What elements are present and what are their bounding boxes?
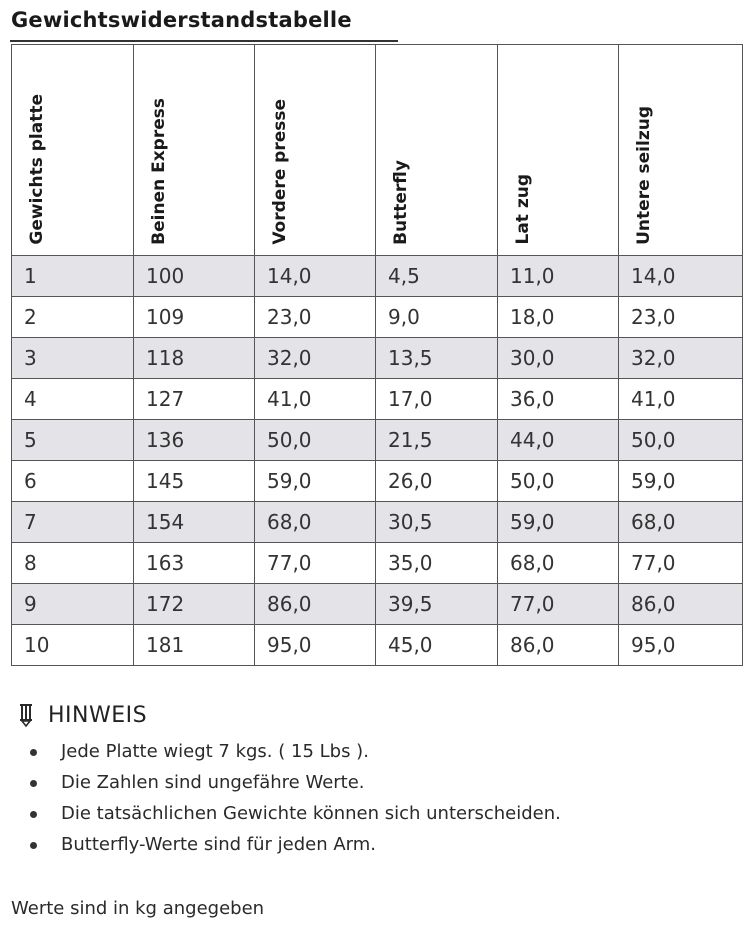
table-cell: 68,0 (498, 543, 619, 584)
table-cell: 172 (134, 584, 255, 625)
list-item (18, 798, 561, 829)
header-cell-low-cable (619, 45, 743, 256)
header-cell-weight-plate (12, 45, 134, 256)
table-cell: 17,0 (376, 379, 498, 420)
list-item (18, 767, 561, 798)
table-cell: 30,5 (376, 502, 498, 543)
table-cell: 59,0 (619, 461, 743, 502)
note-pin-icon (18, 703, 34, 727)
table-cell: 10 (12, 625, 134, 666)
table-cell: 163 (134, 543, 255, 584)
header-label: Untere seilzug (634, 106, 654, 245)
table-cell: 86,0 (255, 584, 376, 625)
header-label: Vordere presse (270, 99, 290, 245)
table-cell: 44,0 (498, 420, 619, 461)
table-cell: 68,0 (255, 502, 376, 543)
table-cell: 41,0 (255, 379, 376, 420)
table-row (12, 584, 743, 625)
table-cell: 77,0 (619, 543, 743, 584)
table-cell: 181 (134, 625, 255, 666)
bullet-icon (30, 749, 37, 756)
header-label: Butterfly (391, 160, 411, 245)
table-row (12, 256, 743, 297)
table-row (12, 461, 743, 502)
table-cell: 7 (12, 502, 134, 543)
table-cell: 4 (12, 379, 134, 420)
table-cell: 6 (12, 461, 134, 502)
table-cell: 68,0 (619, 502, 743, 543)
table-cell: 41,0 (619, 379, 743, 420)
table-cell: 23,0 (255, 297, 376, 338)
table-row (12, 297, 743, 338)
table-cell: 30,0 (498, 338, 619, 379)
table-cell: 50,0 (498, 461, 619, 502)
header-label: Gewichts platte (27, 94, 47, 245)
table-cell: 118 (134, 338, 255, 379)
list-item (18, 829, 561, 860)
table-header-row (12, 45, 743, 256)
table-cell: 1 (12, 256, 134, 297)
table-cell: 95,0 (255, 625, 376, 666)
table-row (12, 543, 743, 584)
table-cell: 86,0 (498, 625, 619, 666)
table-row (12, 625, 743, 666)
table-cell: 32,0 (619, 338, 743, 379)
table-cell: 11,0 (498, 256, 619, 297)
title-underline (10, 40, 398, 42)
table-cell: 18,0 (498, 297, 619, 338)
table-cell: 86,0 (619, 584, 743, 625)
table-cell: 23,0 (619, 297, 743, 338)
note-section (18, 700, 561, 860)
table-row (12, 420, 743, 461)
header-cell-lat-pull (498, 45, 619, 256)
table-cell: 36,0 (498, 379, 619, 420)
table-cell: 26,0 (376, 461, 498, 502)
footer-note: Werte sind in kg angegeben (11, 898, 265, 919)
table-cell: 95,0 (619, 625, 743, 666)
header-cell-butterfly (376, 45, 498, 256)
header-label: Beinen Express (149, 98, 169, 245)
table-cell: 50,0 (255, 420, 376, 461)
table-cell: 5 (12, 420, 134, 461)
page-title: Gewichtswiderstandstabelle (11, 8, 352, 32)
note-title: HINWEIS (48, 702, 148, 728)
table-cell: 100 (134, 256, 255, 297)
header-cell-front-press (255, 45, 376, 256)
table-cell: 35,0 (376, 543, 498, 584)
bullet-icon (30, 811, 37, 818)
table-row (12, 379, 743, 420)
table-cell: 154 (134, 502, 255, 543)
table-cell: 13,5 (376, 338, 498, 379)
note-list (18, 736, 561, 860)
note-header (18, 700, 561, 730)
table-cell: 3 (12, 338, 134, 379)
table-cell: 2 (12, 297, 134, 338)
weight-resistance-table (11, 44, 743, 666)
table-cell: 127 (134, 379, 255, 420)
table-cell: 59,0 (255, 461, 376, 502)
table-cell: 59,0 (498, 502, 619, 543)
header-label: Lat zug (513, 174, 533, 245)
bullet-icon (30, 780, 37, 787)
table-cell: 8 (12, 543, 134, 584)
table-cell: 14,0 (619, 256, 743, 297)
table-cell: 145 (134, 461, 255, 502)
table-cell: 21,5 (376, 420, 498, 461)
table-cell: 39,5 (376, 584, 498, 625)
table-cell: 14,0 (255, 256, 376, 297)
table-cell: 77,0 (498, 584, 619, 625)
bullet-icon (30, 842, 37, 849)
table-row (12, 338, 743, 379)
table-cell: 109 (134, 297, 255, 338)
table-cell: 45,0 (376, 625, 498, 666)
table-cell: 9,0 (376, 297, 498, 338)
table-cell: 136 (134, 420, 255, 461)
table-row (12, 502, 743, 543)
note-item-text: Jede Platte wiegt 7 kgs. ( 15 Lbs ). (61, 741, 369, 762)
note-item-text: Die Zahlen sind ungefähre Werte. (61, 772, 365, 793)
list-item (18, 736, 561, 767)
table-cell: 77,0 (255, 543, 376, 584)
note-item-text: Butterfly-Werte sind für jeden Arm. (61, 834, 377, 855)
table-cell: 32,0 (255, 338, 376, 379)
table-cell: 9 (12, 584, 134, 625)
note-item-text: Die tatsächlichen Gewichte können sich unterscheiden. (61, 803, 561, 824)
table-cell: 4,5 (376, 256, 498, 297)
header-cell-leg-express (134, 45, 255, 256)
table-cell: 50,0 (619, 420, 743, 461)
